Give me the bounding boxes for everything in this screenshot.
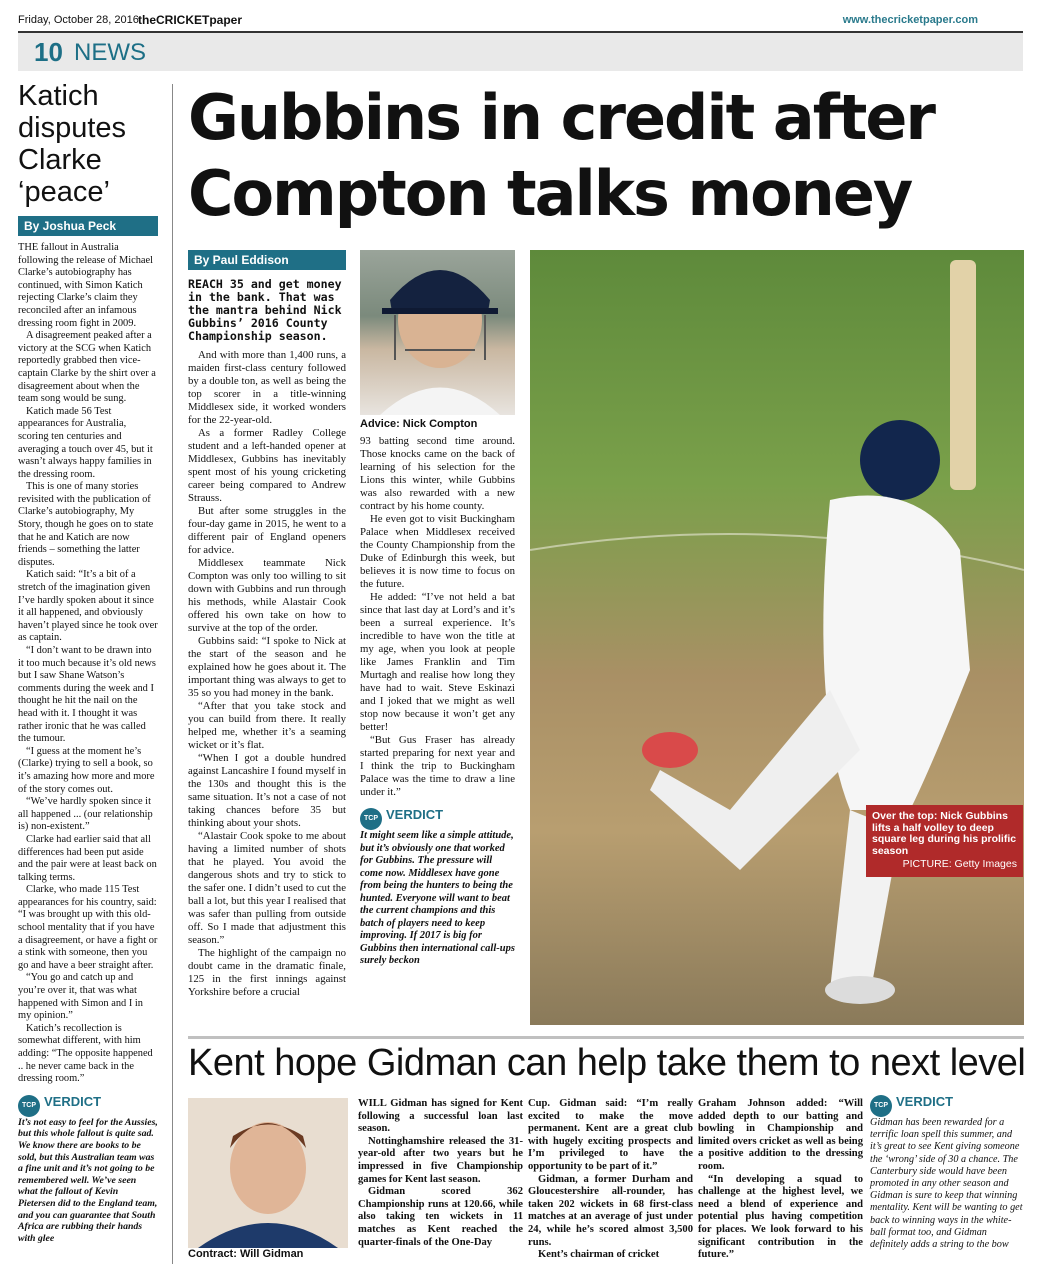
standfirst: REACH 35 and get money in the bank. That was the mantra behind Nick Gubbins’ 2016 County Championship season. (188, 277, 342, 343)
paragraph: He even got to visit Buckingham Palace when Middlesex received the County Championship from the Duke of Edinburgh this week, but believes it is now time to focus on the future. (360, 513, 515, 590)
paragraph: Nottinghamshire released the 31-year-old after two years but he impressed in five Championship games for Kent last season. (358, 1135, 523, 1185)
photo-credit: PICTURE: Getty Images (902, 858, 1017, 870)
gidman-photo (188, 1098, 348, 1248)
verdict-text: It might seem like a simple attitude, but it’s obviously one that worked for Gubbins. The pressure will come now. Middlesex have gone from being the hunters to being the hunted. Everyone will want to beat the current champions and this batch of players need to keep improving. If 2017 is big for Gubbins then international call-ups surely beckon (360, 830, 515, 966)
paragraph: “After that you take stock and you can build from there. It really helped me, whether it’s a seaming wicket or it’s flat. (188, 700, 346, 751)
verdict-text: Gidman has been rewarded for a terrific loan spell this summer, and it’s great to see Kent giving someone the ‘wrong’ side of 30 a chance. The Canterbury side would have been promoted in any other season and Gidman is sure to keep that winning mentality. Kent will be wanting to get back to winning ways in the white-ball format too, and Gidman definitely adds a string to the bow (870, 1117, 1023, 1251)
paragraph: And with more than 1,400 runs, a maiden first-class century followed by a double ton, as well as being the top scorer in a title-winning Middlesex side, it worked wonders for the 22-year-old. (188, 349, 346, 426)
batsman-icon (530, 250, 1024, 1025)
paragraph: 93 batting second time around. Those knocks came on the back of learning of his selection for the Lions this winter, while Gubbins was also rewarded with a new contract by his home county. (360, 435, 515, 512)
verdict-text: It’s not easy to feel for the Aussies, but this whole fallout is quite sad. We know there are books to be sold, but this Australian team was a fine unit and it’s not going to be remembered well. We’ve seen what the fallout of Kevin Pietersen did to the England team, and you can guarantee that South Africa are rubbing their hands with glee (18, 1116, 158, 1244)
tcp-logo-icon: TCP (360, 808, 382, 830)
paragraph: But after some struggles in the four-day game in 2015, he went to a different pair of England openers for advice. (188, 505, 346, 556)
sidebar-byline: By Joshua Peck (18, 216, 158, 236)
main-verdict (360, 807, 515, 968)
player-portrait-icon (188, 1098, 348, 1248)
kent-verdict (870, 1094, 1023, 1251)
paragraph: “We’ve hardly spoken since it all happened ... (our relationship is) non-existent.” (18, 796, 153, 833)
paragraph: Cup. Gidman said: “I’m really excited to make the move permanent. Kent are a great club with hugely exciting prospects and I’m privileged to have the opportunity to be part of it.” (528, 1098, 693, 1172)
main-body-col1 (188, 349, 346, 999)
main-byline: By Paul Eddison (188, 250, 346, 270)
story-divider (188, 1036, 1024, 1039)
tcp-logo-icon: TCP (870, 1095, 892, 1117)
small-photo-caption: Advice: Nick Compton (360, 418, 478, 430)
paragraph: “I don’t want to be drawn into it too much because it’s old news but I saw Shane Watson’s comments during the week and I thought he hit the nail on the head with it. I thought it was rather ironic that he was called the tumour. (18, 645, 156, 745)
gubbins-action-photo (530, 250, 1024, 1025)
paragraph: This is one of many stories revisited with the publication of Clarke’s autobiography, My Story, though he goes on to state that he and Katich are now friends – something the latter disputes. (18, 481, 154, 568)
tcp-logo-icon: TCP (18, 1095, 40, 1117)
section-name: NEWS (74, 39, 146, 66)
sidebar-verdict (18, 1094, 158, 1245)
paragraph: As a former Radley College student and a left-handed opener at Middlesex, Gubbins has inevitably spent most of his young cricketing career being compared to Andrew Strauss. (188, 427, 346, 504)
verdict-label: VERDICT (896, 1094, 954, 1109)
main-headline: Gubbins in credit after Compton talks money (188, 81, 934, 230)
kent-column-1 (358, 1098, 523, 1249)
paragraph: Katich made 56 Test appearances for Australia, scoring ten centuries and averaging a touch over 45, but it wasn’t always happy families in the dressing room. (18, 405, 153, 480)
masthead (18, 10, 1023, 30)
sidebar-story (18, 80, 158, 1244)
sidebar-headline: Katich disputes Clarke ‘peace’ (18, 80, 127, 208)
website-url[interactable]: www.thecricketpaper.com (842, 14, 978, 26)
paragraph: THE fallout in Australia following the release of Michael Clarke’s autobiography has continued, with Simon Katich rejecting Clarke’s claim they reconciled after an infamous dressing room fight in 2009. (18, 242, 154, 329)
paragraph: “I guess at the moment he’s (Clarke) trying to sell a book, so it’s amazing how more and more of the story comes out. (18, 745, 155, 795)
big-photo-caption-box (866, 805, 1023, 877)
paragraph: “When I got a double hundred against Lancashire I found myself in the 130s and thought this is the same situation. It’s not a case of not taking chances before 35 but thinking about your shots. (188, 752, 347, 829)
player-portrait-icon (360, 250, 515, 415)
compton-photo (360, 250, 515, 415)
paragraph: Katich said: “It’s a bit of a stretch of the imagination given I’ve hardly spoken about it since it all happened, and obviously haven’t played since he took over as captain. (18, 569, 158, 644)
kent-headline: Kent hope Gidman can help take them to next level (188, 1042, 1026, 1084)
paragraph: Gidman, a former Durham and Gloucestershire all-rounder, has taken 202 wickets in 68 first-class matches at an average of just under 24, while he’s scored almost 3,500 runs. (528, 1173, 693, 1248)
paragraph: Gidman scored 362 Championship runs at 120.66, while also taking ten wickets in 11 matches as Kent reached the quarter-finals of the One-Day (358, 1186, 523, 1248)
paragraph: “But Gus Fraser has already started preparing for next year and I think the trip to Buckingham Palace was the time to draw a line under it.” (360, 734, 515, 798)
paragraph: He added: “I’ve not held a bat since that last day at Lord’s and it’s been a surreal experience. It’s incredible to have won the title at my age, when you look at people like James Franklin and Tim Murtagh and realise how long they have had to wait. Steve Eskinazi and I joked that we might as well stop now because it won’t get any better! (360, 591, 515, 733)
paragraph: Clarke had earlier said that all differences had been put aside and the pair were at least back on talking terms. (18, 833, 157, 883)
issue-date: Friday, October 28, 2016 (18, 14, 139, 26)
sidebar-body (18, 242, 158, 1086)
paragraph: Clarke, who made 115 Test appearances for his country, said: “I was brought up with this old-school mentality that if you have a disagreement, or have a fight or a stink with someone, then you go and have a beer straight after. (18, 884, 158, 971)
paragraph: Graham Johnson added: “Will added depth to our batting and bowling in Championship and limited overs cricket as well as being a positive addition to the dressing room. (698, 1098, 863, 1172)
paragraph: Kent’s chairman of cricket (538, 1249, 660, 1261)
verdict-label: VERDICT (386, 807, 444, 822)
column-divider (172, 84, 173, 1264)
section-bar (18, 31, 1023, 71)
kent-column-3 (698, 1098, 863, 1262)
big-photo-caption: Over the top: Nick Gubbins lifts a half volley to deep square leg during his prolific season (872, 810, 1017, 857)
paragraph: The highlight of the campaign no doubt came in the dramatic finale, 125 in the first innings against Yorkshire before a crucial (188, 947, 346, 998)
kent-column-2 (528, 1098, 693, 1262)
paper-brand: theCRICKETpaper (138, 13, 243, 27)
paragraph: “You go and catch up and you’re over it, that was what happened with Simon and I in my opinion.” (18, 972, 143, 1022)
page-number: 10 (34, 37, 63, 67)
paragraph: Middlesex teammate Nick Compton was only too willing to sit down with Gubbins and run through his methods, while Alastair Cook offered his own take on how to survive at the top of the order. (188, 557, 346, 634)
paragraph: “In developing a squad to challenge at the highest level, we need a blend of experience and potential plus having competition for places. We look forward to his significant contribution in the future.” (698, 1173, 863, 1261)
paragraph: WILL Gidman has signed for Kent following a successful loan last season. (358, 1098, 523, 1135)
verdict-label: VERDICT (44, 1093, 102, 1109)
main-column-2 (360, 250, 515, 968)
paragraph: Gubbins said: “I spoke to Nick at the start of the season and he explained how he goes about it. The important thing was always to get to 35 so you had money in the bank. (188, 635, 346, 699)
paragraph: “Alastair Cook spoke to me about having a limited number of shots that he played. You avoid the dangerous shots and try to stick to the safer one. I didn’t used to cut the ball a lot, but this year I realised that was safer than pulling from outside off. So I made that adjustment this season.” (188, 830, 347, 946)
main-column-1 (188, 250, 346, 999)
kent-photo-caption: Contract: Will Gidman (188, 1248, 304, 1260)
main-body-col2 (360, 435, 515, 799)
paragraph: Katich’s recollection is somewhat different, with him adding: “The opposite happened .. he never came back in the dressing room.” (18, 1022, 153, 1085)
paragraph: A disagreement peaked after a victory at the SCG when Katich reportedly grabbed then vice-captain Clarke by the shirt over a disagreement about when the team song would be sung. (18, 330, 156, 405)
